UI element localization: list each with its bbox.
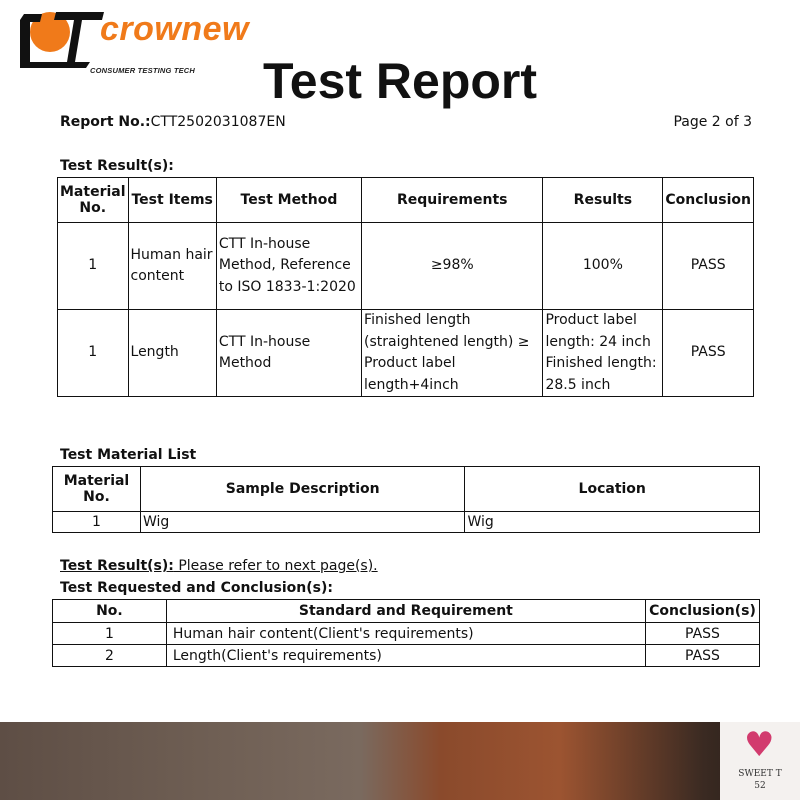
report-no-value: CTT2502031087EN xyxy=(150,114,286,130)
col-requirements: Requirements xyxy=(362,178,543,223)
col-location: Location xyxy=(465,467,760,512)
cell-results: Product label length: 24 inch Finished length: 28.5 inch xyxy=(543,310,663,397)
col-conclusions: Conclusion(s) xyxy=(646,600,760,623)
col-material-no: Material No. xyxy=(53,467,141,512)
col-material-no: Material No. xyxy=(58,178,129,223)
cell-description: Wig xyxy=(140,512,465,533)
cell-conclusion: PASS xyxy=(646,623,760,645)
table-header-row xyxy=(58,178,754,223)
table-row xyxy=(53,512,760,533)
report-number xyxy=(60,114,286,130)
cell-requirements: ≥98% xyxy=(362,223,543,310)
col-test-method: Test Method xyxy=(216,178,361,223)
heart-icon: ♥ xyxy=(744,725,775,765)
cell-location: Wig xyxy=(465,512,760,533)
test-results-table xyxy=(57,177,754,397)
col-results: Results xyxy=(543,178,663,223)
brand-name: crownew xyxy=(100,10,249,48)
table-row xyxy=(53,623,760,645)
col-no: No. xyxy=(53,600,167,623)
cell-test-method: CTT In-house Method, Reference to ISO 1833-1:2020 xyxy=(216,223,361,310)
cell-material-no: 1 xyxy=(58,310,129,397)
test-results-label: Test Result(s): xyxy=(60,158,174,174)
cell-conclusion: PASS xyxy=(646,645,760,667)
table-row xyxy=(58,223,754,310)
refer-label: Test Result(s): xyxy=(60,558,174,574)
col-test-items: Test Items xyxy=(128,178,216,223)
col-sample-description: Sample Description xyxy=(140,467,465,512)
refer-text: Please refer to next page(s). xyxy=(173,558,378,574)
page-title: Test Report xyxy=(262,53,538,109)
product-photo-strip xyxy=(0,722,800,800)
cell-test-method: CTT In-house Method xyxy=(216,310,361,397)
badge-line2: 52 xyxy=(754,781,766,791)
col-conclusion: Conclusion xyxy=(663,178,754,223)
cell-standard: Human hair content(Client's requirements) xyxy=(166,623,645,645)
cell-test-item: Length xyxy=(128,310,216,397)
table-header-row xyxy=(53,600,760,623)
cell-material-no: 1 xyxy=(58,223,129,310)
report-no-label: Report No.: xyxy=(60,114,151,130)
table-header-row xyxy=(53,467,760,512)
cell-requirements: Finished length (straightened length) ≥ Product label length+4inch xyxy=(362,310,543,397)
cell-no: 1 xyxy=(53,623,167,645)
cell-standard: Length(Client's requirements) xyxy=(166,645,645,667)
col-standard: Standard and Requirement xyxy=(166,600,645,623)
cell-results: 100% xyxy=(543,223,663,310)
cell-test-item: Human hair content xyxy=(128,223,216,310)
cell-no: 2 xyxy=(53,645,167,667)
cell-conclusion: PASS xyxy=(663,310,754,397)
conclusion-label: Test Requested and Conclusion(s): xyxy=(60,580,333,596)
table-row xyxy=(58,310,754,397)
page-indicator: Page 2 of 3 xyxy=(673,114,752,130)
sweet-t-badge xyxy=(720,722,800,800)
table-row xyxy=(53,645,760,667)
cell-material-no: 1 xyxy=(53,512,141,533)
material-list-table xyxy=(52,466,760,533)
brand-tagline: CONSUMER TESTING TECH xyxy=(90,66,196,75)
badge-line1: SWEET T xyxy=(738,769,782,779)
conclusion-table xyxy=(52,599,760,667)
refer-line xyxy=(60,558,378,574)
cell-conclusion: PASS xyxy=(663,223,754,310)
material-list-label: Test Material List xyxy=(60,447,197,463)
